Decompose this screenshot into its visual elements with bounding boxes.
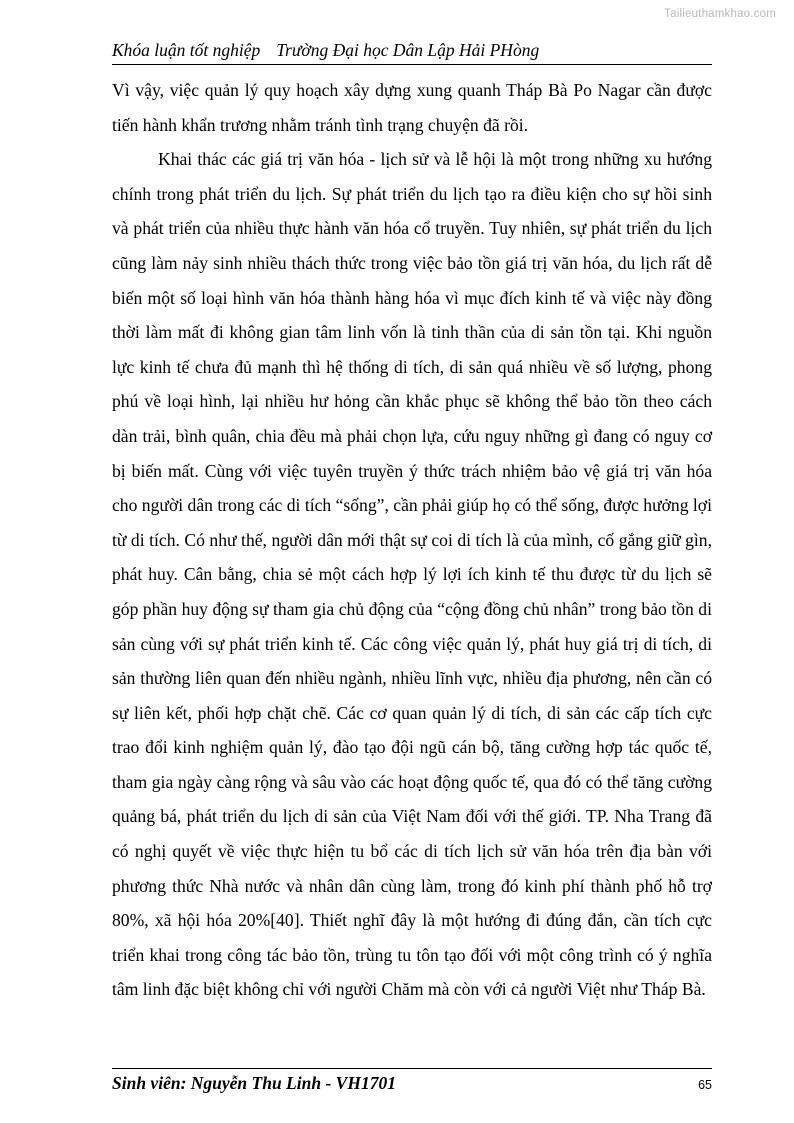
- footer-student-name: Sinh viên: Nguyễn Thu Linh - VH1701: [112, 1073, 396, 1093]
- running-header: [112, 40, 712, 65]
- page-number: 65: [698, 1078, 712, 1092]
- running-footer: [112, 1068, 712, 1094]
- header-right-text: Trường Đại học Dân Lập Hải PHòng: [276, 40, 540, 60]
- body-text: [112, 73, 712, 1007]
- paragraph-1: Vì vậy, việc quản lý quy hoạch xây dựng xung quanh Tháp Bà Po Nagar cần được tiến hành khẩn trương nhằm tránh tình trạng chuyện đã rồi.: [112, 80, 712, 135]
- watermark-text: Tailieuthamkhao.com: [664, 8, 776, 20]
- paragraph-2: Khai thác các giá trị văn hóa - lịch sử và lễ hội là một trong những xu hướng chính trong phát triển du lịch. Sự phát triển du lịch tạo ra điều kiện cho sự hồi sinh và phát triển của nhiều thực hành văn hóa cổ truyền. Tuy nhiên, sự phát triển du lịch cũng làm nảy sinh nhiều thách thức trong việc bảo tồn giá trị văn hóa, du lịch rất dễ biến một số loại hình văn hóa thành hàng hóa vì mục đích kinh tế và việc này đồng thời làm mất đi không gian tâm linh vốn là tinh thần của di sản tồn tại. Khi nguồn lực kinh tế chưa đủ mạnh thì hệ thống di tích, di sản quá nhiều về số lượng, phong phú về loại hình, lại nhiều hư hỏng cần khắc phục sẽ không thể bảo tồn theo cách dàn trải, bình quân, chia đều mà phải chọn lựa, cứu nguy những gì đang có nguy cơ bị biến mất. Cùng với việc tuyên truyền ý thức trách nhiệm bảo vệ giá trị văn hóa cho người dân trong các di tích “sống”, cần phải giúp họ có thể sống, được hưởng lợi từ di tích. Có như thế, người dân mới thật sự coi di tích là của mình, cố gắng giữ gìn, phát huy. Cân bằng, chia sẻ một cách hợp lý lợi ích kinh tế thu được từ du lịch sẽ góp phần huy động sự tham gia chủ động của “cộng đồng chủ nhân” trong bảo tồn di sản cùng với sự phát triển kinh tế. Các công việc quản lý, phát huy giá trị di tích, di sản thường liên quan đến nhiều ngành, nhiều lĩnh vực, nhiều địa phương, nên cần có sự liên kết, phối hợp chặt chẽ. Các cơ quan quản lý di tích, di sản các cấp tích cực trao đổi kinh nghiệm quản lý, đào tạo đội ngũ cán bộ, tăng cường hợp tác quốc tế, tham gia ngày càng rộng và sâu vào các hoạt động quốc tế, qua đó có thể tăng cường quảng bá, phát triển du lịch di sản của Việt Nam đối với thế giới. TP. Nha Trang đã có nghị quyết về việc thực hiện tu bổ các di tích lịch sử văn hóa trên địa bàn với phương thức Nhà nước và nhân dân cùng làm, trong đó kinh phí thành phố hỗ trợ 80%, xã hội hóa 20%[40]. Thiết nghĩ đây là một hướng đi đúng đắn, cần tích cực triển khai trong công tác bảo tồn, trùng tu tôn tạo đối với một công trình có ý nghĩa tâm linh đặc biệt không chỉ với người Chăm mà còn với cả người Việt như Tháp Bà.: [112, 149, 712, 1000]
- header-left-text: Khóa luận tốt nghiệp: [112, 40, 261, 60]
- page-content: [112, 40, 712, 1007]
